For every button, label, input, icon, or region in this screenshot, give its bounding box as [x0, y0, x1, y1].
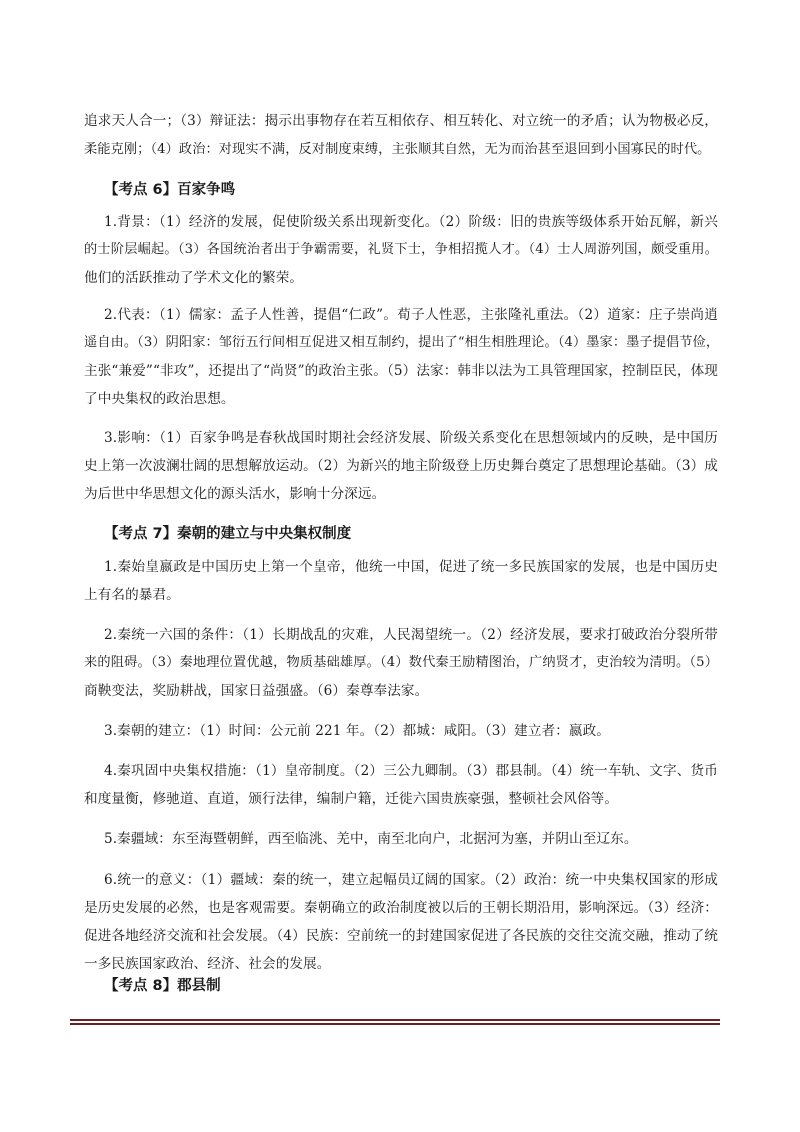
paragraph-line: 他们的活跃推动了学术文化的繁荣。 — [84, 270, 304, 286]
section-heading-kaodian-6: 【考点 6】百家争鸣 — [104, 182, 236, 198]
paragraph-line: 6.统一的意义：（1）疆域：秦的统一，建立起幅员辽阔的国家。（2）政治：统一中央集权国家的形成 — [104, 872, 718, 888]
paragraph-line: 1.背景：（1）经济的发展，促使阶级关系出现新变化。（2）阶级：旧的贵族等级体系开始瓦解，新兴 — [104, 214, 718, 230]
paragraph-line: 柔能克刚；（4）政治：对现实不满，反对制度束缚，主张顺其自然，无为而治甚至退回到小国寡民的时代。 — [84, 142, 711, 157]
paragraph-line: 遥自由。（3）阴阳家：邹衍五行间相互促进又相互制约，提出了“相生相胜理论。（4）墨家：墨子提倡节俭， — [84, 335, 720, 350]
paragraph-line: 上有名的暴君。 — [84, 587, 180, 603]
paragraph-line: 主张“兼爱”“非攻”，还提出了“尚贤”的政治主张。（5）法家：韩非以法为工具管理国家，控制臣民，体现 — [84, 363, 718, 379]
footer-rule — [70, 1019, 720, 1021]
paragraph-line: 5.秦疆域：东至海暨朝鲜，西至临洮、羌中，南至北向户，北据河为塞，并阴山至辽东。 — [104, 831, 638, 847]
paragraph-line: 商鞅变法，奖励耕战，国家日益强盛。（6）秦尊奉法家。 — [84, 683, 429, 699]
paragraph-line: 追求天人合一；（3）辩证法：揭示出事物存在若互相依存、相互转化、对立统一的矛盾；认为物极必反， — [84, 113, 718, 129]
paragraph-line: 4.秦巩固中央集权措施：（1）皇帝制度。（2）三公九卿制。（3）郡县制。（4）统一车轨、文字、货币 — [104, 763, 718, 779]
paragraph-line: 和度量衡，修驰道、直道，颁行法律，编制户籍，迁徙六国贵族豪强，整顿社会风俗等。 — [84, 791, 619, 807]
paragraph-line: 3.秦朝的建立：（1）时间：公元前 221 年。（2）都城：咸阳。（3）建立者：嬴政。 — [104, 723, 610, 739]
paragraph-line: 2.秦统一六国的条件：（1）长期战乱的灾难，人民渴望统一。（2）经济发展，要求打破政治分裂所带 — [104, 627, 718, 643]
footer-rule — [70, 1023, 720, 1025]
paragraph-line: 了中央集权的政治思想。 — [84, 391, 235, 407]
paragraph-line: 史上第一次波澜壮阔的思想解放运动。（2）为新兴的地主阶级登上历史舞台奠定了思想理论基础。（3）成 — [84, 458, 718, 474]
section-heading-kaodian-7: 【考点 7】秦朝的建立与中央集权制度 — [104, 526, 352, 542]
paragraph-line: 为后世中华思想文化的源头活水，影响十分深远。 — [84, 486, 386, 502]
paragraph-line: 是历史发展的必然，也是客观需要。秦朝确立的政治制度被以后的王朝长期沿用，影响深远。（3）经济： — [84, 900, 718, 916]
paragraph-line: 2.代表：（1）儒家：孟子人性善，提倡“仁政”。荀子人性恶，主张隆礼重法。（2）道家：庄子崇尚逍 — [104, 307, 718, 323]
paragraph-line: 的士阶层崛起。（3）各国统治者出于争霸需要，礼贤下士，争相招揽人才。（4）士人周游列国，颇受重用。 — [84, 242, 718, 257]
paragraph-line: 一多民族国家政治、经济、社会的发展。 — [84, 956, 331, 972]
paragraph-line: 来的阻碍。（3）秦地理位置优越，物质基础雄厚。（4）数代秦王励精图治，广纳贤才，吏治较为清明。（5） — [84, 655, 718, 670]
paragraph-line: 1.秦始皇嬴政是中国历史上第一个皇帝，他统一中国，促进了统一多民族国家的发展，也是中国历史 — [104, 559, 718, 575]
paragraph-line: 3.影响：（1）百家争鸣是春秋战国时期社会经济发展、阶级关系变化在思想领域内的反映，是中国历 — [104, 430, 718, 446]
section-heading-kaodian-8: 【考点 8】郡县制 — [104, 978, 221, 994]
paragraph-line: 促进各地经济交流和社会发展。（4）民族：空前统一的封建国家促进了各民族的交往交流交融，推动了统 — [84, 928, 718, 944]
